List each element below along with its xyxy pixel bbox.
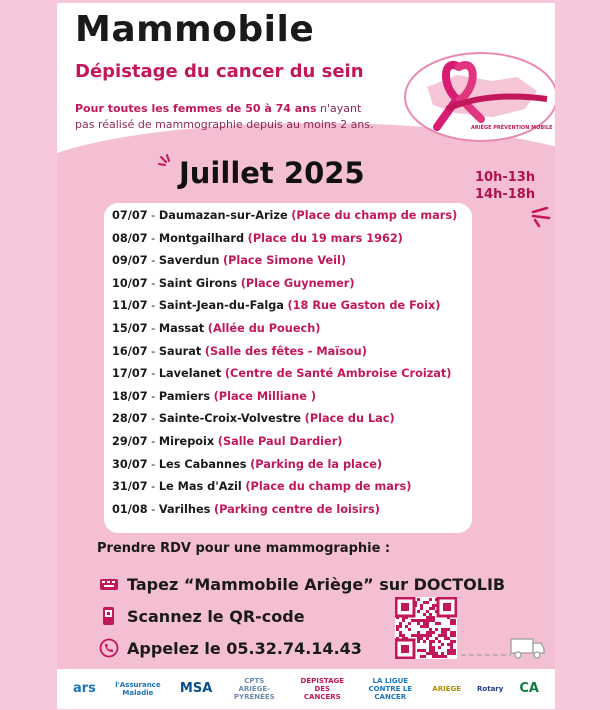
van-icon [461, 633, 545, 661]
schedule-row [112, 367, 451, 380]
logo-depistage: DÉPISTAGE DES CANCERS [300, 677, 345, 701]
schedule-date: 07/07 [112, 209, 148, 222]
intro-bold: Pour toutes les femmes de 50 à 74 ans [75, 102, 317, 115]
separator: - [147, 457, 159, 471]
schedule-city: Le Mas d'Azil [158, 480, 242, 494]
schedule-place: (Parking de la place) [250, 457, 383, 471]
logo-ligue: LA LIGUE CONTRE LE CANCER [368, 677, 413, 701]
separator: - [147, 254, 159, 268]
page-title: Mammobile [75, 9, 315, 50]
schedule-place: (Allée du Pouech) [207, 322, 321, 335]
schedule-city: Massat [158, 322, 205, 335]
logo-ariege: ARIÈGE [432, 685, 462, 693]
qr-text: Scannez le QR-code [127, 606, 305, 626]
sparkle-icon [529, 206, 553, 228]
schedule-place: (18 Rue Gaston de Foix) [287, 299, 441, 313]
schedule-date: 18/07 [112, 389, 148, 403]
separator: - [147, 299, 159, 313]
schedule-place: (Place du 19 mars 1962) [247, 231, 403, 245]
separator: - [147, 480, 159, 494]
schedule-place: (Place du Lac) [304, 412, 395, 426]
separator: - [147, 209, 159, 222]
schedule-city: Saint-Jean-du-Falga [158, 299, 284, 313]
schedule-row [112, 299, 440, 312]
separator: - [147, 276, 159, 290]
phone-instruction [99, 638, 362, 658]
schedule-city: Daumazan-sur-Arize [158, 209, 288, 222]
schedule-row [112, 254, 346, 267]
schedule-place: (Place Milliane ) [213, 389, 317, 403]
schedule-row [112, 322, 320, 335]
schedule-date: 08/07 [112, 231, 148, 245]
schedule-date: 01/08 [112, 502, 148, 516]
schedule-row [112, 458, 382, 471]
schedule-date: 16/07 [112, 344, 148, 358]
schedule-row [112, 435, 342, 448]
schedule-city: Saurat [158, 344, 202, 358]
schedule-city: Sainte-Croix-Volvestre [158, 412, 302, 426]
schedule-place: (Salle Paul Dardier) [217, 435, 343, 448]
schedule-city: Pamiers [158, 389, 211, 403]
schedule-row [112, 232, 403, 245]
separator: - [147, 412, 159, 426]
schedule-city: Lavelanet [158, 367, 222, 381]
schedule-place: (Centre de Santé Ambroise Croizat) [224, 367, 452, 381]
hours-afternoon: 14h-18h [475, 187, 536, 202]
schedule-place: (Parking centre de loisirs) [213, 502, 380, 516]
schedule-list [104, 203, 472, 533]
booking-heading: Prendre RDV pour une mammographie : [97, 541, 391, 556]
logo-rotary: Rotary [477, 685, 504, 693]
schedule-row [112, 390, 316, 403]
schedule-date: 29/07 [112, 435, 148, 448]
separator: - [147, 231, 159, 245]
separator: - [147, 389, 159, 403]
schedule-city: Saint Girons [158, 276, 238, 290]
doctolib-instruction [99, 574, 505, 594]
logo-cpts: CPTS ARIÈGE-PYRÉNÉES [233, 677, 275, 701]
schedule-date: 31/07 [112, 480, 148, 494]
separator: - [147, 435, 159, 448]
separator: - [147, 502, 159, 516]
schedule-city: Mirepoix [158, 435, 215, 448]
partner-logos [57, 669, 555, 709]
intro-rest: n'ayant pas réalisé de mammographie depuis au moins 2 ans. [75, 102, 374, 131]
phone-icon [99, 638, 119, 658]
schedule-date: 10/07 [112, 276, 148, 290]
qr-instruction [99, 606, 305, 626]
schedule-place: (Salle des fêtes - Maïsou) [204, 344, 367, 358]
schedule-place: (Place du champ de mars) [291, 209, 458, 222]
hours-morning: 10h-13h [475, 170, 536, 185]
logo-text: ARIÈGE PRÉVENTION MOBILE [471, 125, 553, 131]
logo-msa: MSA [179, 681, 213, 696]
schedule-date: 17/07 [112, 367, 148, 381]
qr-code[interactable] [395, 597, 457, 659]
logo-credit-agricole: CA [519, 681, 539, 696]
schedule-date: 09/07 [112, 254, 148, 268]
schedule-city: Varilhes [158, 502, 211, 516]
schedule-place: (Place Guynemer) [240, 276, 355, 290]
month-title: Juillet 2025 [179, 156, 365, 190]
schedule-place: (Place du champ de mars) [245, 480, 412, 494]
schedule-date: 11/07 [112, 299, 148, 313]
separator: - [147, 344, 159, 358]
opening-hours [475, 169, 535, 203]
schedule-row [112, 503, 380, 516]
logo-ars: ars [73, 681, 96, 696]
schedule-row [112, 209, 457, 222]
phone-text: Appelez le 05.32.74.14.43 [127, 638, 362, 658]
schedule-row [112, 480, 411, 493]
schedule-row [112, 412, 395, 425]
separator: - [147, 322, 159, 335]
sparkle-icon [157, 153, 179, 175]
schedule-place: (Place Simone Veil) [222, 254, 347, 268]
schedule-city: Les Cabannes [158, 457, 247, 471]
schedule-city: Saverdun [158, 254, 220, 268]
ribbon-logo [397, 47, 555, 143]
intro-text [75, 101, 375, 133]
schedule-date: 30/07 [112, 457, 148, 471]
schedule-row [112, 345, 367, 358]
schedule-date: 15/07 [112, 322, 148, 335]
doctolib-text: Tapez “Mammobile Ariège” sur DOCTOLIB [127, 574, 506, 594]
keyboard-icon [99, 574, 119, 594]
separator: - [147, 367, 159, 381]
schedule-row [112, 277, 354, 290]
phone-scan-icon [99, 606, 119, 626]
page-subtitle: Dépistage du cancer du sein [75, 61, 364, 82]
logo-assurance-maladie: l'Assurance Maladie [115, 681, 161, 697]
schedule-date: 28/07 [112, 412, 148, 426]
flyer [57, 3, 555, 709]
schedule-city: Montgailhard [158, 231, 245, 245]
